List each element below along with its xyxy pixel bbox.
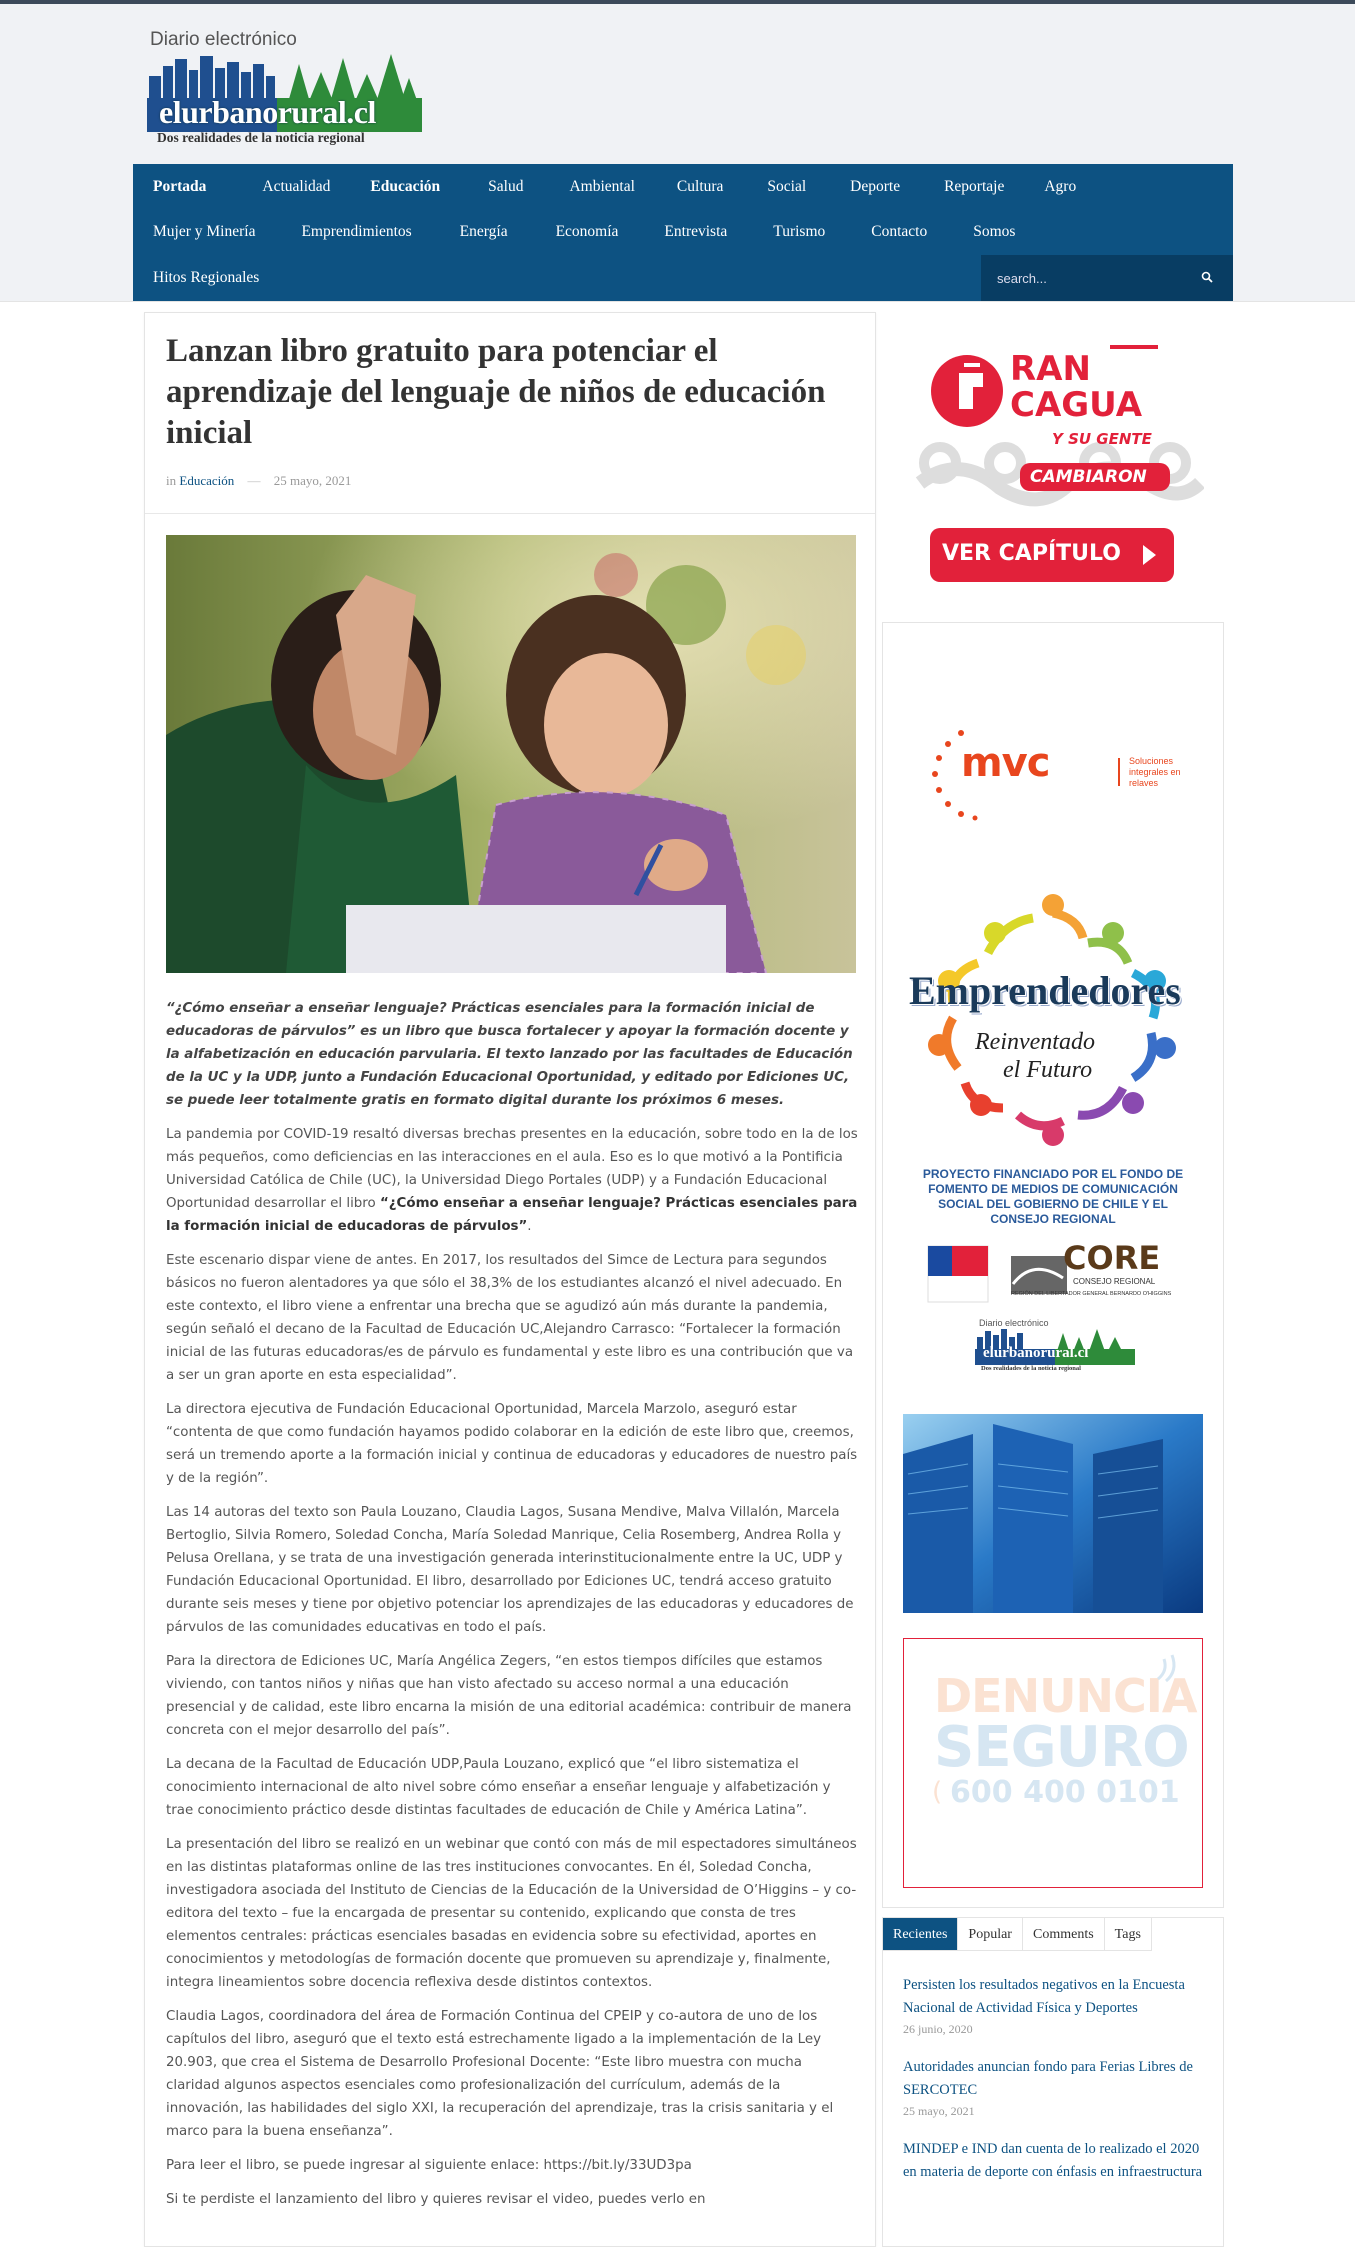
nav-item-mujer-mineria[interactable]: Mujer y Minería	[153, 222, 256, 240]
rancagua-line-2: CAGUA	[1010, 385, 1143, 425]
recent-post-date: 25 mayo, 2021	[903, 2104, 975, 2118]
nav-item-ambiental[interactable]: Ambiental	[569, 177, 635, 195]
ad-rancagua[interactable]	[900, 313, 1204, 612]
article-lead: “¿Cómo enseñar a enseñar lenguaje? Prácticas esenciales para la formación inicial de educadoras de párvulos” es un libro que busca fortalecer y apoyar la formación docente y la alfabetización en educación parvularia. El texto lanzado por las facultades de Educación de la UC y la UDP, junto a Fundación Educacional Oportunidad, y editado por Ediciones UC, se puede leer totalmente gratis en formato digital durante los próximos 6 meses.	[166, 1001, 853, 1108]
site-header	[0, 4, 1355, 164]
recent-posts-widget	[882, 1917, 1224, 2247]
server-racks-image	[903, 1414, 1203, 1613]
meta-category-link[interactable]: Educación	[179, 473, 235, 488]
tab-recientes[interactable]: Recientes	[883, 1918, 958, 1951]
nav-item-actualidad[interactable]: Actualidad	[262, 177, 331, 195]
core-logo-text: CORE	[1063, 1239, 1161, 1277]
rancagua-line-1: RAN	[1010, 349, 1091, 389]
nav-item-salud[interactable]: Salud	[488, 177, 524, 195]
paragraph: Si te perdiste el lanzamiento del libro y quieres revisar el video, puedes verlo en	[166, 2192, 706, 2207]
nav-item-entrevista[interactable]: Entrevista	[664, 222, 728, 240]
list-item	[903, 1974, 1203, 2037]
rancagua-line-4: CAMBIARON	[1030, 467, 1147, 487]
core-sub-text: CONSEJO REGIONAL	[1073, 1277, 1156, 1286]
paragraph: Este escenario dispar viene de antes. En 2017, los resultados del Simce de Lectura para segundos básicos no fueron alentadores ya que sólo el 38,3% de los estudiantes alcanzó el nivel adecuado. En este contexto, el libro viene a enfrentar una brecha que se agudizó aún más durante la pandemia, según señaló el decano de la Facultad de Educación UC,Alejandro Carrasco: “Fortalecer la formación inicial de las futuras educadoras/es de párvulo es fundamental y este libro es una contribución que va a ser un gran aporte en esta especialidad”.	[166, 1253, 854, 1383]
denuncia-phone: 600 400 0101	[950, 1775, 1180, 1810]
list-item	[903, 2138, 1203, 2184]
widget-tabbar	[883, 1918, 1152, 1951]
article-title: Lanzan libro gratuito para potenciar el aprendizaje del lenguaje de niños de educación inicial	[166, 333, 826, 451]
small-logo-top: Diario electrónico	[979, 1318, 1049, 1328]
paragraph: Las 14 autoras del texto son Paula Louzano, Claudia Lagos, Susana Mendive, Malva Villalón, Marcela Bertoglio, Silvia Romero, Soledad Concha, María Soledad Manrique, Celia Rosemberg, Andrea Rolla y Pelusa Orellana, y se trata de una investigación generada interinstitucionalmente entre la UC, UDP y Fundación Educacional Oportunidad. El libro, desarrollado por Ediciones UC, tendrá acceso gratuito durante seis meses y tiene por objetivo potenciar los aprendizajes de las educadoras y educadores de párvulos de las comunidades educativas en todo el país.	[166, 1505, 854, 1635]
nav-row-3	[133, 255, 279, 300]
nav-item-energia[interactable]: Energía	[459, 222, 508, 240]
paragraph: Para la directora de Ediciones UC, María Angélica Zegers, “en estos tiempos difíciles que estamos viviendo, con tantos niños y niñas que han visto afectado su acceso normal a una educación presencial y de calidad, este libro encarna la misión de una editorial académica: contribuir de manera concreta con el mejor desarrollo del país”.	[166, 1654, 852, 1738]
tab-tags[interactable]: Tags	[1105, 1918, 1152, 1951]
list-item	[903, 2056, 1203, 2119]
rancagua-line-3: Y SU GENTE	[1052, 430, 1152, 448]
paragraph: Para leer el libro, se puede ingresar al siguiente enlace: https://bit.ly/33UD3pa	[166, 2158, 692, 2173]
paragraph	[166, 1123, 858, 1238]
logo-tagline: Dos realidades de la noticia regional	[157, 130, 365, 145]
nav-item-portada[interactable]: Portada	[153, 177, 207, 195]
recent-post-date: 26 junio, 2020	[903, 2022, 973, 2036]
article-photo	[166, 535, 856, 973]
nav-item-social[interactable]: Social	[767, 177, 807, 195]
signal-waves-icon	[1154, 1653, 1184, 1683]
nav-item-somos[interactable]: Somos	[973, 222, 1016, 240]
ad-emprendedores[interactable]	[903, 893, 1203, 1383]
meta-date: 25 mayo, 2021	[273, 473, 352, 488]
small-logo-main: elurbanorural.cl	[983, 1345, 1089, 1361]
ad-mvc[interactable]	[903, 668, 1203, 868]
paragraph-text: La pandemia por COVID-19 resaltó diversas brechas presentes en la educación, sobre todo en la de los más pequeños, como deficiencias en las interacciones en el aula. Eso es lo que motivó a la Pontificia Universidad Católica de Chile (UC), la Universidad Diego Portales (UDP) y a Fundación Educacional Oportunidad desarrollar el libro	[166, 1127, 858, 1211]
nav-item-reportaje[interactable]: Reportaje	[944, 177, 1005, 195]
nav-row-2	[133, 209, 1035, 254]
meta-divider	[145, 513, 875, 514]
site-logo[interactable]	[147, 26, 422, 151]
emprendedores-title: Emprendedores	[909, 968, 1181, 1013]
paragraph-end: .	[527, 1219, 532, 1234]
ad-denuncia-seguro[interactable]	[903, 1638, 1203, 1888]
tab-comments[interactable]: Comments	[1023, 1918, 1105, 1951]
nav-row-1	[133, 164, 1096, 209]
search-input[interactable]	[997, 271, 1187, 286]
small-logo-tagline: Dos realidades de la noticia regional	[981, 1365, 1081, 1372]
nav-item-emprendimientos[interactable]: Emprendimientos	[301, 222, 412, 240]
search-box	[981, 255, 1233, 301]
emprendedores-sub-2: el Futuro	[1003, 1057, 1093, 1083]
recent-post-link[interactable]: MINDEP e IND dan cuenta de lo realizado el 2020 en materia de deporte con énfasis en infraestructura	[903, 2141, 1203, 2180]
nav-item-cultura[interactable]: Cultura	[676, 177, 724, 195]
paragraph: La decana de la Facultad de Educación UDP,Paula Louzano, explicó que “el libro sistematiza el conocimiento internacional de alto nivel sobre cómo enseñar a enseñar lenguaje y alfabetización y trae conocimiento práctico desde distintas facultades de educación de Chile y América Latina”.	[166, 1757, 831, 1818]
nav-item-agro[interactable]: Agro	[1044, 177, 1077, 195]
emprendedores-sub-1: Reinventado	[975, 1029, 1095, 1055]
teacher-child-high-five-image	[166, 535, 856, 973]
logo-top-text: Diario electrónico	[150, 29, 297, 50]
ver-capitulo-button[interactable]: VER CAPÍTULO	[942, 541, 1121, 566]
search-icon[interactable]	[1201, 271, 1213, 283]
nav-item-educacion[interactable]: Educación	[370, 177, 441, 195]
main-navigation	[133, 164, 1233, 301]
recent-post-link[interactable]: Persisten los resultados negativos en la Encuesta Nacional de Actividad Física y Deportes	[903, 1977, 1185, 2016]
mvc-tagline: Soluciones integrales en relaves	[1129, 756, 1181, 788]
paragraph: La presentación del libro se realizó en un webinar que contó con más de mil espectadores simultáneos en las distintas plataformas online de las tres instituciones convocantes. En él, Soledad Concha, investigadora asociada del Instituto de Ciencias de la Educación de la Universidad de O’Higgins – y co-editora del texto – fue la encargada de presentar su contenido, explicando que consta de tres elementos centrales: prácticas esenciales basadas en evidencia sobre su efectividad, aportes en conocimientos y metodologías de formación docente que promueven su aprendizaje y, finalmente, integra lineamientos sobre docencia reflexiva desde distintos contextos.	[166, 1837, 857, 1990]
phone-icon: (	[932, 1777, 943, 1807]
article-body	[166, 997, 858, 2222]
meta-separator: —	[247, 473, 261, 488]
article	[144, 312, 876, 2247]
ad-servers[interactable]	[903, 1414, 1203, 1613]
denuncia-line-1: DENUNCIA	[934, 1669, 1197, 1723]
recent-posts-list	[903, 1974, 1203, 2203]
book-title-strong: “¿Cómo enseñar a enseñar lenguaje? Prácticas esenciales para la formación inicial de educadoras de párvulos”	[166, 1196, 858, 1234]
paragraph: La directora ejecutiva de Fundación Educacional Oportunidad, Marcela Marzolo, aseguró estar “contenta de que como fundación hayamos podido colaborar en la edición de este libro que, creemos, será un tremendo aporte a la formación inicial y continua de educadoras y educadores de nuestro país y de la región”.	[166, 1402, 858, 1486]
denuncia-line-2: SEGURO	[934, 1715, 1189, 1780]
emprendedores-people-ring-icon	[903, 893, 1203, 1153]
core-region-text: REGIÓN DEL LIBERTADOR GENERAL BERNARDO O'HIGGINS	[1011, 1291, 1172, 1297]
article-meta	[166, 473, 351, 489]
meta-in: in	[166, 473, 177, 488]
tab-popular[interactable]: Popular	[958, 1918, 1023, 1951]
recent-post-link[interactable]: Autoridades anuncian fondo para Ferias Libres de SERCOTEC	[903, 2059, 1193, 2098]
emprendedores-project-note: PROYECTO FINANCIADO POR EL FONDO DE FOMENTO DE MEDIOS DE COMUNICACIÓN SOCIAL DEL GOBIERNO DE CHILE Y EL CONSEJO REGIONAL	[922, 1167, 1184, 1226]
nav-item-contacto[interactable]: Contacto	[871, 222, 928, 240]
paragraph: Claudia Lagos, coordinadora del área de Formación Continua del CPEIP y co-autora de uno de los capítulos del libro, aseguró que el texto está estrechamente ligado a la implementación de la Ley 20.903, que crea el Sistema de Desarrollo Profesional Docente: “Este libro muestra con mucha claridad algunos aspectos esenciales como profesionalización del currículum, además de la innovación, las habilidades del siglo XXI, la recuperación del aprendizaje, tras la crisis sanitaria y el marco para la buena enseñanza”.	[166, 2009, 834, 2139]
nav-item-turismo[interactable]: Turismo	[773, 222, 826, 240]
nav-item-hitos-regionales[interactable]: Hitos Regionales	[153, 268, 260, 286]
mvc-brand: mvc	[961, 740, 1050, 786]
logo-main-text: elurbanorural.cl	[159, 94, 376, 130]
nav-item-economia[interactable]: Economía	[555, 222, 619, 240]
nav-item-deporte[interactable]: Deporte	[850, 177, 901, 195]
